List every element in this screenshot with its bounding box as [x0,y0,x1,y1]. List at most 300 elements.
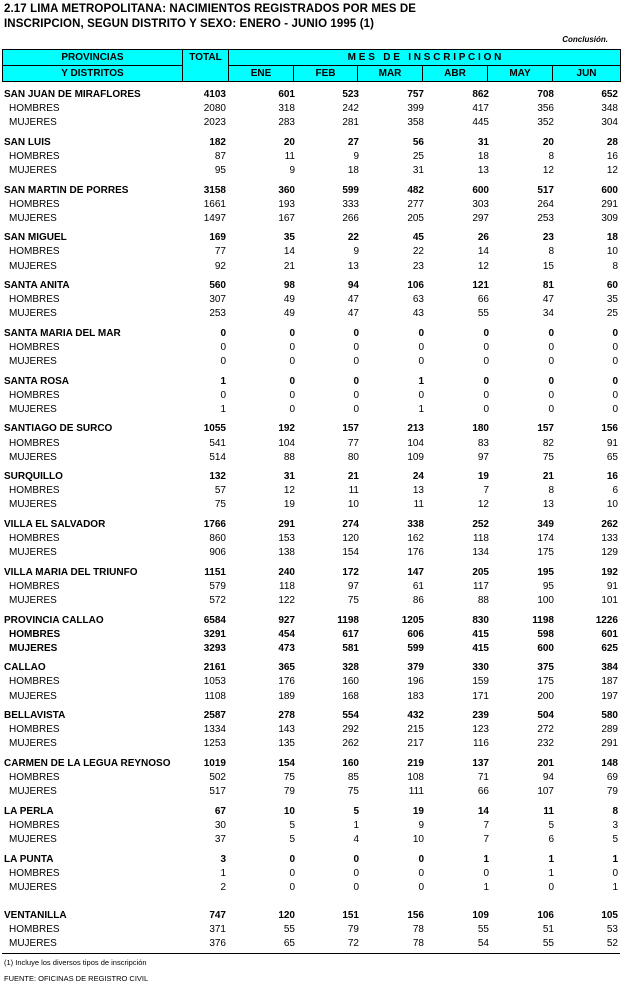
cell-ene: 79 [283,786,295,798]
cell-feb: 617 [342,628,359,640]
cell-may: 23 [542,232,554,244]
cell-ene: 14 [283,246,295,258]
cell-feb: 0 [353,867,359,879]
cell-total: 1 [220,867,226,879]
cell-ene: 192 [278,423,295,435]
cell-mar: 1 [418,403,424,415]
cell-may: 232 [537,738,554,750]
cell-jun: 348 [601,103,618,115]
cell-ene: 365 [278,662,295,674]
cell-feb: 581 [342,642,359,654]
district-row [0,231,622,245]
cell-total: 502 [209,772,226,784]
cell-may: 107 [537,786,554,798]
sex-row [0,580,622,594]
cell-total: 3293 [203,642,226,654]
cell-jun: 601 [601,628,618,640]
cell-may: 600 [537,642,554,654]
district-row [0,375,622,389]
cell-abr: 1 [483,881,489,893]
cell-may: 375 [537,662,554,674]
sex-row [0,642,622,656]
row-label: HOMBRES [9,150,60,162]
cell-mar: 23 [412,260,424,272]
cell-abr: 55 [477,923,489,935]
cell-feb: 27 [347,136,359,148]
row-label: SAN MIGUEL [4,232,67,244]
cell-ene: 31 [283,471,295,483]
cell-ene: 154 [278,757,295,769]
cell-abr: 330 [472,662,489,674]
cell-total: 169 [209,232,226,244]
cell-jun: 291 [601,738,618,750]
title-line-1: 2.17 LIMA METROPOLITANA: NACIMIENTOS REGISTRADOS POR MES DE [4,3,417,15]
cell-abr: 862 [472,89,489,100]
cell-total: 0 [220,342,226,353]
district-row [0,470,622,484]
sex-row [0,867,622,881]
cell-jun: 8 [612,260,618,272]
cell-abr: 14 [477,805,489,817]
sex-row [0,260,622,274]
district-row [0,661,622,675]
cell-ene: 21 [283,260,295,272]
sex-row [0,164,622,178]
row-label: HOMBRES [9,867,60,879]
cell-abr: 171 [472,690,489,702]
cell-ene: 318 [278,103,295,115]
header-distritos: Y DISTRITOS [3,66,183,82]
row-label: SANTA ANITA [4,280,70,292]
cell-feb: 292 [342,724,359,736]
cell-mar: 9 [418,819,424,831]
cell-ene: 20 [283,136,295,148]
cell-feb: 47 [347,308,359,320]
cell-jun: 60 [606,280,618,292]
cell-feb: 168 [342,690,359,702]
cell-may: 0 [548,403,554,415]
cell-abr: 13 [477,164,489,176]
sex-row [0,307,622,321]
cell-total: 560 [209,280,226,292]
cell-jun: 18 [606,232,618,244]
cell-may: 11 [543,805,554,817]
cell-total: 1108 [204,690,226,702]
cell-abr: 12 [477,499,489,511]
cell-abr: 116 [473,738,489,750]
cell-total: 906 [209,547,226,559]
sex-row [0,723,622,737]
sex-row [0,785,622,799]
cell-jun: 197 [601,690,618,702]
row-label: MUJERES [9,451,57,463]
cell-total: 3291 [203,628,226,640]
row-label: VILLA MARIA DEL TRIUNFO [4,566,138,578]
cell-abr: 7 [483,833,489,845]
cell-mar: 217 [407,738,424,750]
cell-may: 349 [537,519,554,531]
district-row [0,136,622,150]
cell-feb: 97 [347,580,359,592]
cell-total: 87 [214,150,226,162]
cell-total: 0 [220,389,226,401]
district-row [0,909,622,923]
row-label: CARMEN DE LA LEGUA REYNOSO [4,757,171,769]
cell-total: 67 [214,805,226,817]
cell-may: 21 [542,471,554,483]
cell-mar: 56 [412,136,424,148]
cell-may: 81 [542,280,554,292]
row-label: HOMBRES [9,389,60,401]
cell-ene: 9 [289,164,295,176]
cell-total: 371 [209,923,226,935]
cell-feb: 266 [342,212,359,224]
cell-mar: 104 [407,437,424,449]
header-month-abr: ABR [423,66,488,82]
cell-ene: 0 [289,342,295,353]
cell-ene: 278 [278,710,295,722]
cell-mar: 61 [412,580,424,592]
cell-may: 15 [542,260,554,272]
cell-feb: 94 [347,280,359,292]
cell-mar: 11 [413,499,424,511]
cell-may: 504 [537,710,554,722]
row-label: HOMBRES [9,724,60,736]
cell-may: 517 [537,184,554,196]
sex-row [0,546,622,560]
cell-total: 376 [209,937,226,949]
cell-mar: 24 [412,471,424,483]
cell-jun: 133 [601,533,618,545]
sex-row [0,819,622,833]
cell-may: 100 [537,595,554,606]
row-label: VILLA EL SALVADOR [4,519,106,531]
cell-jun: 0 [612,356,618,368]
sex-row [0,937,622,951]
sex-row [0,437,622,451]
cell-abr: 417 [472,103,489,115]
cell-total: 572 [209,595,226,606]
cell-feb: 75 [347,595,359,606]
row-label: SANTA ROSA [4,375,69,387]
row-label: MUJERES [9,595,57,606]
cell-feb: 242 [342,103,359,115]
cell-may: 0 [548,389,554,401]
cell-may: 75 [542,451,554,463]
sex-row [0,690,622,704]
cell-feb: 157 [342,423,359,435]
cell-jun: 289 [601,724,618,736]
cell-total: 0 [220,356,226,368]
cell-jun: 105 [601,909,618,921]
cell-total: 2587 [203,710,226,722]
cell-feb: 0 [353,375,359,387]
cell-jun: 304 [601,117,618,129]
cell-may: 47 [542,294,554,306]
cell-jun: 192 [601,566,618,578]
sex-row [0,771,622,785]
row-label: SANTA MARIA DEL MAR [4,327,121,339]
row-label: SAN LUIS [4,136,51,148]
cell-mar: 213 [407,423,424,435]
sex-row [0,881,622,895]
row-label: MUJERES [9,212,57,224]
row-label: MUJERES [9,164,57,176]
cell-total: 1055 [203,423,226,435]
cell-total: 57 [214,485,226,497]
row-label: HOMBRES [9,580,60,592]
cell-may: 272 [537,724,554,736]
cell-jun: 384 [601,662,618,674]
row-label: MUJERES [9,308,57,320]
row-label: HOMBRES [9,294,60,306]
cell-feb: 274 [342,519,359,531]
cell-ene: 55 [283,923,295,935]
row-label: MUJERES [9,738,57,750]
sex-row [0,116,622,130]
cell-may: 175 [537,676,554,688]
cell-ene: 153 [278,533,295,545]
cell-ene: 0 [289,403,295,415]
cell-jun: 262 [601,519,618,531]
cell-ene: 122 [278,595,295,606]
cell-jun: 16 [606,471,618,483]
cell-mar: 196 [407,676,424,688]
cell-may: 708 [537,89,554,100]
cell-mar: 399 [407,103,424,115]
cell-ene: 104 [278,437,295,449]
header-total: TOTAL [183,50,229,82]
cell-jun: 625 [601,642,618,654]
row-label: PROVINCIA CALLAO [4,614,104,626]
cell-total: 860 [209,533,226,545]
cell-ene: 291 [278,519,295,531]
cell-jun: 156 [601,423,618,435]
cell-ene: 49 [283,308,295,320]
row-label: MUJERES [9,260,57,272]
sex-row [0,484,622,498]
row-label: HOMBRES [9,342,60,353]
district-row [0,518,622,532]
cell-may: 1 [548,867,554,879]
cell-total: 1053 [203,676,226,688]
row-label: VENTANILLA [4,909,67,921]
cell-mar: 338 [407,519,424,531]
cell-mar: 13 [412,485,424,497]
cell-ene: 176 [278,676,295,688]
cell-ene: 138 [278,547,295,559]
cell-abr: 1 [483,853,489,865]
header-month-ene: ENE [229,66,294,82]
row-label: SAN MARTIN DE PORRES [4,184,129,196]
district-row [0,184,622,198]
cell-ene: 88 [283,451,295,463]
cell-ene: 0 [289,356,295,368]
cell-jun: 79 [606,786,618,798]
cell-abr: 66 [477,294,489,306]
cell-total: 1019 [203,757,226,769]
cell-abr: 830 [472,614,489,626]
cell-abr: 600 [472,184,489,196]
cell-may: 352 [537,117,554,129]
cell-ene: 135 [278,738,295,750]
sex-row [0,341,622,355]
cell-mar: 109 [407,451,424,463]
cell-mar: 78 [412,923,424,935]
cell-abr: 205 [472,566,489,578]
cell-feb: 160 [342,757,359,769]
cell-ene: 360 [278,184,295,196]
cell-mar: 63 [412,294,424,306]
cell-abr: 297 [472,212,489,224]
cell-may: 0 [548,375,554,387]
cell-abr: 97 [477,451,489,463]
cell-feb: 1198 [337,614,359,626]
cell-may: 34 [542,308,554,320]
cell-ene: 19 [283,499,295,511]
row-label: MUJERES [9,356,57,368]
cell-ene: 0 [289,327,295,339]
cell-may: 157 [537,423,554,435]
cell-feb: 22 [347,232,359,244]
cell-abr: 83 [477,437,489,449]
cell-total: 1 [220,403,226,415]
sex-row [0,150,622,164]
cell-ene: 65 [283,937,295,949]
cell-ene: 11 [284,150,295,162]
district-row [0,422,622,436]
cell-jun: 652 [601,89,618,100]
cell-mar: 599 [407,642,424,654]
cell-feb: 151 [342,909,359,921]
row-label: HOMBRES [9,485,60,497]
row-label: MUJERES [9,499,57,511]
sex-row [0,498,622,512]
cell-ene: 454 [278,628,295,640]
cell-mar: 19 [412,805,424,817]
cell-total: 579 [209,580,226,592]
cell-may: 264 [537,198,554,210]
cell-abr: 0 [483,356,489,368]
cell-ene: 5 [289,833,295,845]
cell-total: 3 [220,853,226,865]
cell-mar: 379 [407,662,424,674]
row-label: HOMBRES [9,923,60,935]
cell-feb: 47 [347,294,359,306]
cell-total: 253 [209,308,226,320]
cell-total: 1151 [204,566,226,578]
table-header [2,49,621,82]
cell-may: 12 [542,164,554,176]
document-title [4,2,604,32]
cell-mar: 25 [412,150,424,162]
cell-ene: 143 [278,724,295,736]
header-mes-group: M E S D E I N S C R I P C I O N [229,50,621,66]
cell-feb: 0 [353,356,359,368]
cell-ene: 0 [289,853,295,865]
cell-jun: 291 [601,198,618,210]
cell-jun: 91 [606,580,618,592]
cell-ene: 118 [279,580,295,592]
conclusion-note: Conclusión. [562,35,608,44]
cell-jun: 0 [612,327,618,339]
cell-jun: 16 [606,150,618,162]
cell-mar: 86 [412,595,424,606]
cell-jun: 0 [612,342,618,353]
cell-feb: 77 [347,437,359,449]
district-row [0,709,622,723]
cell-feb: 154 [342,547,359,559]
cell-ene: 120 [278,909,295,921]
cell-may: 94 [542,772,554,784]
cell-feb: 80 [347,451,359,463]
cell-jun: 1226 [595,614,618,626]
cell-ene: 10 [283,805,295,817]
cell-mar: 22 [412,246,424,258]
cell-feb: 333 [342,198,359,210]
cell-jun: 91 [606,437,618,449]
cell-feb: 328 [342,662,359,674]
cell-ene: 12 [283,485,295,497]
row-label: HOMBRES [9,533,60,545]
row-label: MUJERES [9,833,57,845]
source-note: FUENTE: OFICINAS DE REGISTRO CIVIL [4,974,149,983]
cell-abr: 0 [483,342,489,353]
cell-total: 2 [220,881,226,893]
cell-jun: 0 [612,867,618,879]
cell-abr: 7 [483,819,489,831]
cell-abr: 31 [477,136,489,148]
cell-jun: 1 [612,881,618,893]
cell-jun: 580 [601,710,618,722]
cell-mar: 0 [418,867,424,879]
row-label: HOMBRES [9,198,60,210]
cell-feb: 172 [342,566,359,578]
cell-abr: 19 [477,471,489,483]
cell-mar: 757 [407,89,424,100]
cell-abr: 55 [477,308,489,320]
cell-total: 514 [209,451,226,463]
cell-abr: 7 [483,485,489,497]
cell-total: 1334 [203,724,226,736]
cell-ene: 0 [289,881,295,893]
cell-total: 541 [209,437,226,449]
cell-mar: 0 [418,389,424,401]
row-label: HOMBRES [9,772,60,784]
row-label: HOMBRES [9,103,60,115]
sex-row [0,532,622,546]
cell-jun: 12 [606,164,618,176]
cell-may: 195 [537,566,554,578]
cell-total: 747 [209,909,226,921]
cell-ene: 240 [278,566,295,578]
cell-feb: 21 [347,471,359,483]
cell-total: 6584 [203,614,226,626]
cell-abr: 0 [483,403,489,415]
sex-row [0,389,622,403]
cell-abr: 118 [473,533,489,545]
cell-may: 0 [548,881,554,893]
cell-abr: 0 [483,375,489,387]
cell-total: 182 [209,136,226,148]
row-label: MUJERES [9,690,57,702]
row-label: BELLAVISTA [4,710,66,722]
cell-mar: 10 [412,833,424,845]
cell-mar: 482 [407,184,424,196]
header-month-mar: MAR [358,66,423,82]
bottom-rule [2,953,620,954]
cell-may: 51 [542,923,554,935]
